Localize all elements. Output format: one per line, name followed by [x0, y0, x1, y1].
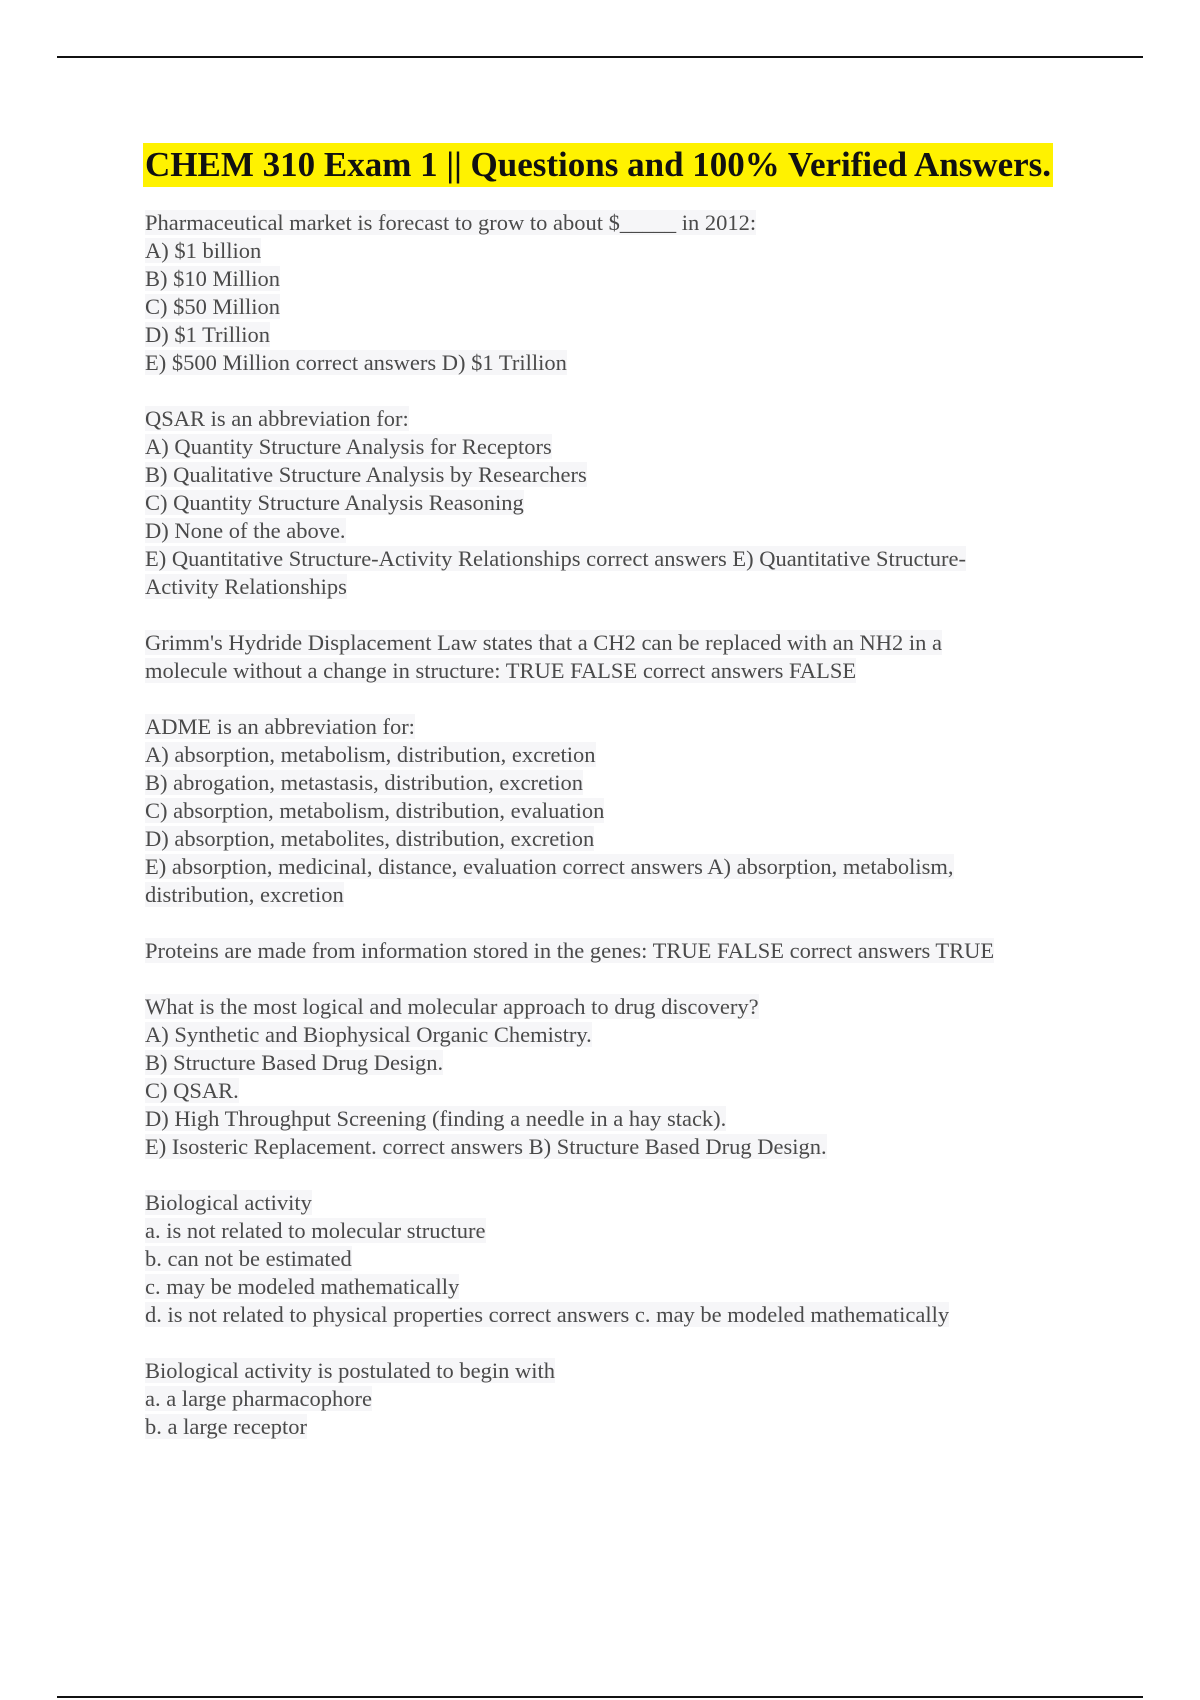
question-line-text: C) QSAR.	[145, 1078, 239, 1103]
question-line	[145, 1273, 1095, 1301]
question-line	[145, 993, 1095, 1021]
question-line	[145, 1133, 1095, 1161]
document-body	[145, 143, 1095, 1469]
question-line	[145, 461, 1095, 489]
question-line	[145, 1301, 1095, 1329]
question-line-text: B) Structure Based Drug Design.	[145, 1050, 444, 1075]
question-line-text: A) $1 billion	[145, 238, 262, 263]
question-line-text: D) None of the above.	[145, 518, 346, 543]
question-line-text: ADME is an abbreviation for:	[145, 714, 415, 739]
question-line-text: B) $10 Million	[145, 266, 281, 291]
question-line-text: Biological activity	[145, 1190, 312, 1215]
question-line	[145, 265, 1095, 293]
question-line-text: Proteins are made from information stored in the genes: TRUE FALSE correct answers TRUE	[145, 938, 995, 963]
question-list	[145, 209, 1095, 1441]
question-line-text: b. can not be estimated	[145, 1246, 352, 1271]
question-line	[145, 209, 1095, 237]
question-line-text: E) absorption, medicinal, distance, evaluation correct answers A) absorption, metabolism,	[145, 854, 954, 879]
question-line	[145, 1357, 1095, 1385]
question-line-text: C) $50 Million	[145, 294, 281, 319]
question-line	[145, 237, 1095, 265]
question-line-text: b. a large receptor	[145, 1414, 307, 1439]
question-line-text: E) Quantitative Structure-Activity Relationships correct answers E) Quantitative Structure-	[145, 546, 966, 571]
question-line-text: QSAR is an abbreviation for:	[145, 406, 409, 431]
question-line	[145, 1021, 1095, 1049]
question-line	[145, 713, 1095, 741]
question-line	[145, 937, 1095, 965]
document-title: CHEM 310 Exam 1 || Questions and 100% Verified Answers.	[143, 143, 1053, 187]
question-line	[145, 1413, 1095, 1441]
question-line-text: molecule without a change in structure: TRUE FALSE correct answers FALSE	[145, 658, 857, 683]
question-line	[145, 517, 1095, 545]
question-line	[145, 1385, 1095, 1413]
question-line	[145, 405, 1095, 433]
question-line-text: distribution, excretion	[145, 882, 344, 907]
question-line	[145, 825, 1095, 853]
question-line	[145, 573, 1095, 601]
footer-rule	[57, 1696, 1143, 1698]
question-line	[145, 433, 1095, 461]
question-line-text: E) $500 Million correct answers D) $1 Trillion	[145, 350, 567, 375]
question-line-text: A) Synthetic and Biophysical Organic Chemistry.	[145, 1022, 592, 1047]
header-rule	[57, 56, 1143, 58]
question-line	[145, 489, 1095, 517]
question-block	[145, 1357, 1095, 1441]
question-line	[145, 657, 1095, 685]
question-line	[145, 881, 1095, 909]
question-block	[145, 405, 1095, 601]
question-line	[145, 293, 1095, 321]
question-block	[145, 629, 1095, 685]
question-line-text: d. is not related to physical properties correct answers c. may be modeled mathematically	[145, 1302, 950, 1327]
question-block	[145, 937, 1095, 965]
question-line-text: C) Quantity Structure Analysis Reasoning	[145, 490, 524, 515]
question-line	[145, 1245, 1095, 1273]
question-line	[145, 797, 1095, 825]
question-line-text: B) abrogation, metastasis, distribution, excretion	[145, 770, 584, 795]
question-line	[145, 769, 1095, 797]
question-line	[145, 853, 1095, 881]
question-block	[145, 1189, 1095, 1329]
question-line-text: C) absorption, metabolism, distribution, evaluation	[145, 798, 605, 823]
question-line-text: A) absorption, metabolism, distribution, excretion	[145, 742, 596, 767]
question-line-text: Activity Relationships	[145, 574, 347, 599]
question-line-text: Biological activity is postulated to begin with	[145, 1358, 555, 1383]
question-line-text: c. may be modeled mathematically	[145, 1274, 460, 1299]
question-line	[145, 349, 1095, 377]
question-line-text: A) Quantity Structure Analysis for Receptors	[145, 434, 552, 459]
question-block	[145, 209, 1095, 377]
question-line-text: a. a large pharmacophore	[145, 1386, 372, 1411]
question-line	[145, 1189, 1095, 1217]
question-line	[145, 1077, 1095, 1105]
question-line	[145, 1217, 1095, 1245]
question-line	[145, 1105, 1095, 1133]
question-line	[145, 629, 1095, 657]
question-line-text: Pharmaceutical market is forecast to grow to about $_____ in 2012:	[145, 210, 757, 235]
question-line	[145, 545, 1095, 573]
question-line-text: Grimm's Hydride Displacement Law states that a CH2 can be replaced with an NH2 in a	[145, 630, 942, 655]
question-line	[145, 741, 1095, 769]
question-block	[145, 713, 1095, 909]
question-line-text: a. is not related to molecular structure	[145, 1218, 486, 1243]
question-line	[145, 321, 1095, 349]
question-block	[145, 993, 1095, 1161]
question-line-text: D) absorption, metabolites, distribution, excretion	[145, 826, 595, 851]
question-line-text: B) Qualitative Structure Analysis by Researchers	[145, 462, 587, 487]
question-line-text: E) Isosteric Replacement. correct answers B) Structure Based Drug Design.	[145, 1134, 827, 1159]
question-line	[145, 1049, 1095, 1077]
question-line-text: D) $1 Trillion	[145, 322, 271, 347]
question-line-text: What is the most logical and molecular approach to drug discovery?	[145, 994, 759, 1019]
question-line-text: D) High Throughput Screening (finding a needle in a hay stack).	[145, 1106, 727, 1131]
